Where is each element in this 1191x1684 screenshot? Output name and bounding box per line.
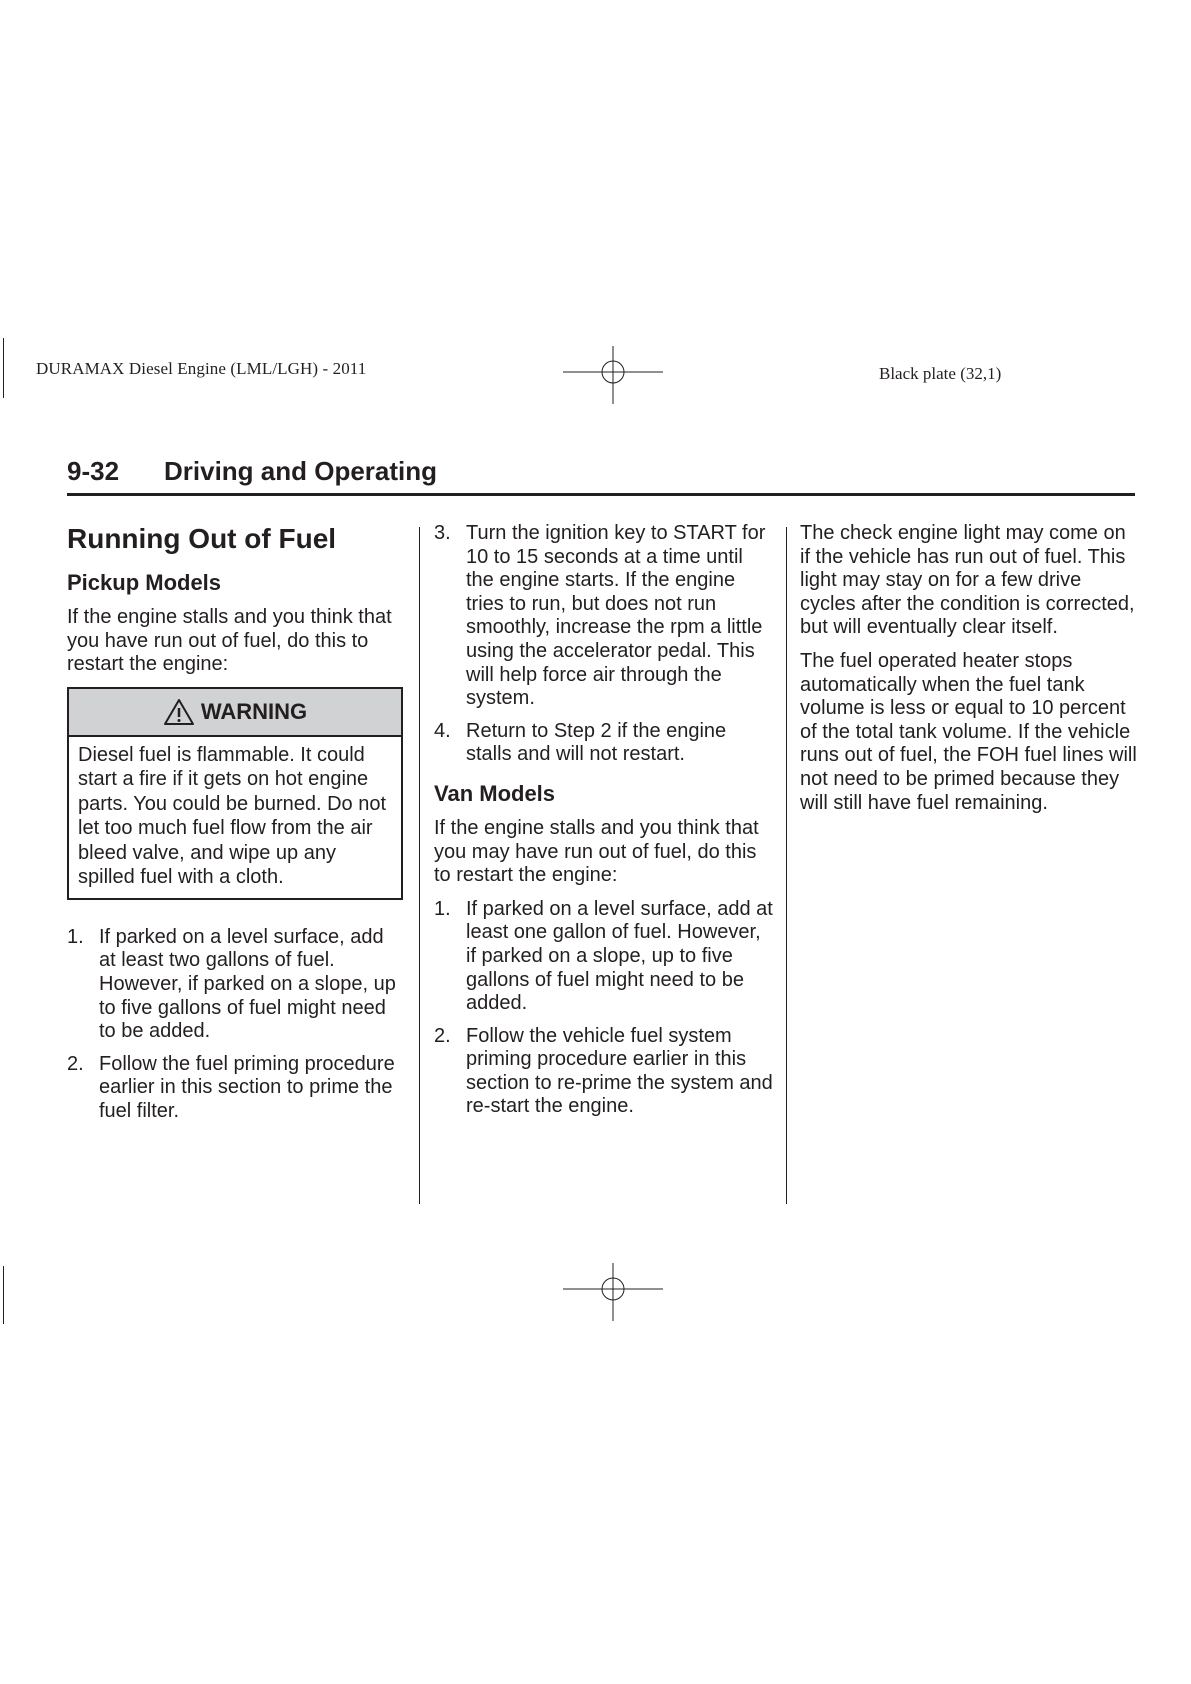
step-number: 2. [67,1052,84,1075]
warning-header [69,689,401,737]
column-3 [800,522,1140,825]
column-1 [67,522,401,1133]
step-text: If parked on a level surface, add at least one gallon of fuel. However, if parked on a slope, up to five gallons of fuel might need to be added. [466,897,773,1015]
step-text: Follow the fuel priming procedure earlier in this section to prime the fuel filter. [99,1052,395,1122]
list-item [434,1025,774,1119]
pickup-steps [67,926,401,1124]
slug-plate-info: Black plate (32,1) [879,364,1002,383]
list-item [434,720,774,767]
column-divider-2 [786,527,787,1204]
pickup-models-heading: Pickup Models [67,570,222,595]
step-text: Follow the vehicle fuel system priming procedure earlier in this section to re-prime the system and re-start the engine. [466,1024,773,1118]
list-item [67,926,401,1044]
step-number: 1. [67,925,84,948]
van-models-heading: Van Models [434,780,556,806]
column-divider-1 [419,527,420,1204]
step-text: Turn the ignition key to START for 10 to 15 seconds at a time until the engine starts. If the engine tries to run, but does not run smoothly, increase the rpm a little using the accelerator pedal. This will help force air through the system. [466,522,766,710]
column-2 [434,522,774,1128]
warning-box [67,687,403,900]
pickup-steps-continued [434,522,774,767]
page-header [67,456,1135,496]
registration-mark-bottom [563,1263,663,1321]
crop-mark-top-left [3,338,4,398]
crop-mark-bottom-left [3,1266,4,1324]
topic-title: Running Out of Fuel [67,523,337,554]
list-item [434,522,774,711]
step-number: 1. [434,897,451,920]
warning-triangle-icon [163,698,195,726]
pickup-intro: If the engine stalls and you think that you have run out of fuel, do this to restart the engine: [67,606,392,676]
slug-document-title: DURAMAX Diesel Engine (LML/LGH) - 2011 [36,359,367,378]
list-item [67,1053,401,1124]
van-steps [434,898,774,1119]
step-number: 2. [434,1024,451,1047]
step-number: 4. [434,719,451,742]
step-text: Return to Step 2 if the engine stalls and will not restart. [466,719,727,766]
step-text: If parked on a level surface, add at least two gallons of fuel. However, if parked on a slope, up to five gallons of fuel might need to be added. [99,925,396,1043]
van-intro: If the engine stalls and you think that you may have run out of fuel, do this to restart the engine: [434,816,759,887]
warning-text: Diesel fuel is flammable. It could start a fire if it gets on hot engine parts. You could be burned. Do not let too much fuel flow from the air bleed valve, and wipe up any spilled fuel with a cloth. [78,743,387,889]
warning-label: WARNING [200,698,308,724]
registration-mark-top [563,346,663,404]
check-engine-paragraph: The check engine light may come on if the vehicle has run out of fuel. This light may stay on for a few drive cycles after the condition is corrected, but will eventually clear itself. [800,522,1135,639]
step-number: 3. [434,522,451,544]
page-number: 9-32 [67,456,120,486]
section-title: Driving and Operating [164,456,438,486]
list-item [434,898,774,1016]
fuel-heater-paragraph: The fuel operated heater stops automatically when the fuel tank volume is less or equal to 10 percent of the total tank volume. If the vehicle runs out of fuel, the FOH fuel lines will not need to be primed because they will still have fuel remaining. [800,649,1137,814]
